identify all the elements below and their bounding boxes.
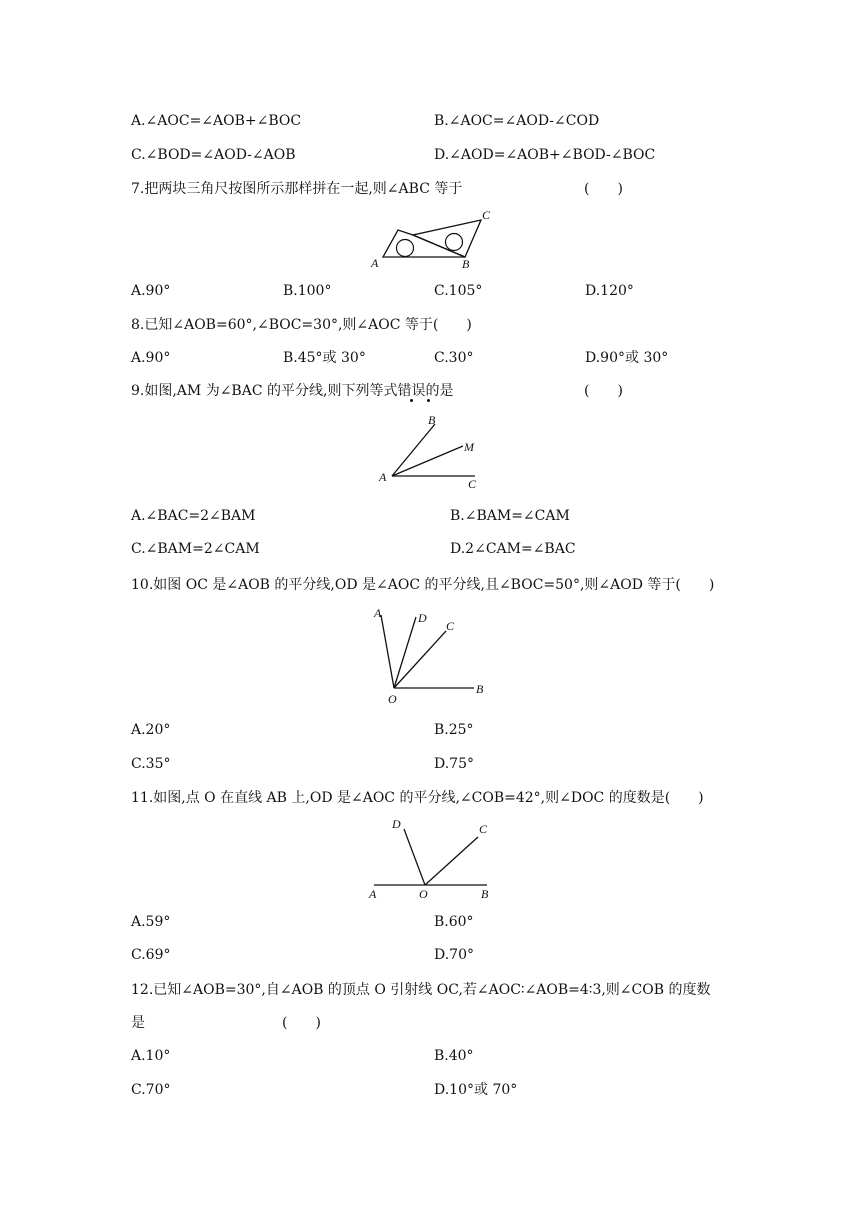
q11-ray-oc <box>425 837 478 885</box>
q10-ray-oc <box>394 631 446 688</box>
q12-stem: 12.已知∠AOB=30°,自∠AOB 的顶点 O 引射线 OC,若∠AOC∶∠AOB=4∶3,则∠COB 的度数 <box>131 982 711 998</box>
q11-option-c: C.69° <box>131 947 171 963</box>
q6-option-c: C.∠BOD=∠AOD-∠AOB <box>131 147 296 163</box>
q9-label-b: B <box>428 413 436 427</box>
q9-answer-paren: ( ) <box>584 383 623 399</box>
q11-option-b: B.60° <box>434 914 474 930</box>
q9-label-m: M <box>464 440 474 454</box>
q10-option-a: A.20° <box>131 722 171 738</box>
q10-option-c: C.35° <box>131 756 171 772</box>
q7-label-b: B <box>462 257 470 271</box>
q11-label-c: C <box>479 822 488 836</box>
q11-label-d: D <box>392 817 401 831</box>
q7-option-c: C.105° <box>434 283 483 299</box>
q8-stem: 8.已知∠AOB=60°,∠BOC=30°,则∠AOC 等于( ) <box>131 317 472 333</box>
q9-option-c: C.∠BAM=2∠CAM <box>131 541 260 557</box>
q11-figure <box>362 812 497 902</box>
q11-option-d: D.70° <box>434 947 474 963</box>
q12-answer-paren: ( ) <box>282 1015 321 1031</box>
q12-option-c: C.70° <box>131 1082 171 1098</box>
q7-option-a: A.90° <box>131 283 171 299</box>
q10-stem: 10.如图 OC 是∠AOB 的平分线,OD 是∠AOC 的平分线,且∠BOC=50°,则∠AOD 等于( ) <box>131 577 715 593</box>
q11-label-b: B <box>481 887 489 901</box>
q7-stem: 7.把两块三角尺按图所示那样拼在一起,则∠ABC 等于 <box>131 181 463 197</box>
q7-triangle-right <box>413 220 481 257</box>
q9-stem: 9.如图,AM 为∠BAC 的平分线,则下列等式错误的是 <box>131 383 454 399</box>
q10-figure <box>368 603 493 707</box>
q11-stem: 11.如图,点 O 在直线 AB 上,OD 是∠AOC 的平分线,∠COB=42°,则∠DOC 的度数是( ) <box>131 790 704 806</box>
q10-label-o: O <box>388 692 397 706</box>
q12-option-a: A.10° <box>131 1048 171 1064</box>
q9-option-a: A.∠BAC=2∠BAM <box>131 508 256 524</box>
q10-label-b: B <box>476 682 484 696</box>
q9-option-b: B.∠BAM=∠CAM <box>450 508 570 524</box>
q7-figure <box>365 205 500 273</box>
q12-option-d: D.10°或 70° <box>434 1082 518 1098</box>
q7-label-a: A <box>371 256 379 270</box>
q11-option-a: A.59° <box>131 914 171 930</box>
q8-option-b: B.45°或 30° <box>283 350 366 366</box>
q9-label-c: C <box>468 477 477 491</box>
q12-option-b: B.40° <box>434 1048 474 1064</box>
q10-label-a: A <box>374 606 382 620</box>
q10-ray-od <box>394 617 416 688</box>
q10-option-b: B.25° <box>434 722 474 738</box>
q9-ray-am <box>392 446 463 476</box>
q10-label-d: D <box>418 611 427 625</box>
q8-option-c: C.30° <box>434 350 474 366</box>
q10-option-d: D.75° <box>434 756 474 772</box>
q6-option-d: D.∠AOD=∠AOB+∠BOD-∠BOC <box>434 147 656 163</box>
q10-ray-oa <box>381 615 394 688</box>
q7-option-d: D.120° <box>585 283 634 299</box>
q7-label-c: C <box>482 208 491 222</box>
q9-option-d: D.2∠CAM=∠BAC <box>450 541 576 557</box>
q9-ray-ab <box>392 424 435 476</box>
q11-ray-od <box>404 829 425 885</box>
q9-figure <box>375 410 485 492</box>
q11-label-o: O <box>419 887 428 901</box>
q9-label-a: A <box>379 470 387 484</box>
q12-stem-continued: 是 <box>131 1015 145 1031</box>
q8-option-a: A.90° <box>131 350 171 366</box>
q7-circle-left <box>397 240 414 257</box>
emphasis-dot <box>410 399 413 402</box>
q7-option-b: B.100° <box>283 283 332 299</box>
q7-circle-right <box>446 234 463 251</box>
q10-label-c: C <box>446 619 455 633</box>
q6-option-b: B.∠AOC=∠AOD-∠COD <box>434 113 600 129</box>
q8-option-d: D.90°或 30° <box>585 350 669 366</box>
q6-option-a: A.∠AOC=∠AOB+∠BOC <box>131 113 302 129</box>
q7-answer-paren: ( ) <box>584 181 623 197</box>
emphasis-dot <box>427 399 430 402</box>
q11-label-a: A <box>369 887 377 901</box>
